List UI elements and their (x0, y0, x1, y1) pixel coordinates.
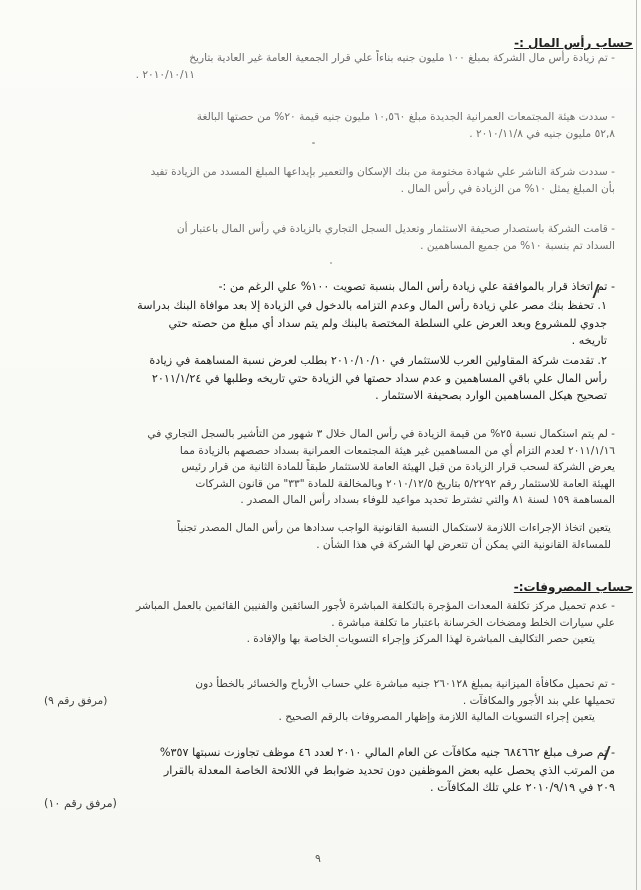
text-line: - عدم تحميل مركز تكلفة المعدات المؤجرة بالتكلفة المباشرة لأجور السائقين والفنيين القائمين بالعمل المباشر (136, 600, 615, 612)
text-line: تحميلها علي بند الأجور والمكافآت . (462, 694, 615, 707)
attachment-reference-10: (مرفق رقم ١٠) (44, 797, 117, 810)
text-line: الهيئة العامة للاستثمار رقم ٥/٢٢٩٢ بتاريخ ٢٠١٠/١٢/٥ وبالمخالفة للمادة "٣٣" من قانون الشركات (195, 477, 615, 490)
scan-speck (336, 645, 338, 647)
attachment-reference-9: (مرفق رقم ٩) (44, 695, 108, 707)
text-line: - تم اتخاذ قرار بالموافقة علي زيادة رأس المال بنسبة تصويت ١٠٠% علي الرغم من :- (218, 280, 615, 293)
text-line: - تم تحميل مكافأة الميزانية بمبلغ ٢٦٠١٢٨ جنيه مباشرة علي حساب الأرباح والخسائر بالخطأ دون (195, 678, 615, 690)
text-line: - قامت الشركة باستصدار صحيفة الاستثمار وتعديل السجل التجاري بالزيادة في رأس المال باعتبار أن (176, 223, 615, 235)
text-line: ٢٠١١/١/١٦ لعدم التزام أي من المساهمين غير هيئة المجتمعات العمرانية بسداد حصصهم بالزيادة مما (179, 444, 615, 457)
capital-paragraph-6 (45, 426, 615, 509)
text-line: - تم زيادة رأس مال الشركة بمبلغ ١٠٠ مليون جنيه بناءاً علي قرار الجمعية العامة غير العادية بتاريخ (189, 52, 615, 64)
text-line: علي سيارات الخلط ومضخات الخرسانة باعتبار ما تكلفة مباشرة . (331, 616, 615, 629)
capital-paragraph-3 (45, 164, 615, 197)
capital-paragraph-5-intro (45, 278, 615, 296)
text-line: تاريخه . (571, 334, 607, 347)
capital-paragraph-4 (45, 221, 615, 254)
expenses-paragraph-1 (45, 598, 615, 648)
expenses-paragraph-3 (45, 744, 615, 797)
text-line: تصحيح هيكل المساهمين الوارد بصحيفة الاستثمار . (375, 389, 607, 402)
text-line: جدوي للمشروع وبعد العرض علي السلطة المختصة بالبنك ولم يتم سداد أي مبلغ من حصته حتي (168, 316, 607, 330)
expenses-paragraph-2 (45, 676, 615, 726)
text-line: - تم صرف مبلغ ٦٨٤٦٦٢ جنيه مكافآت عن العام المالي ٢٠١٠ لعدد ٤٦ موظف تجاوزت نسبتها ٣٥٧% (159, 746, 615, 759)
text-line: ٢٠١٠/١٠/١١ . (135, 68, 195, 81)
text-line: رأس المال علي باقي المساهمين و عدم سداد حصتها في الزيادة حتي تاريخه وطلبها في ٢٠١١/١/٢٤ (151, 371, 607, 385)
text-line: المساهمة ١٥٩ لسنة ٨١ والتي تشترط تحديد مواعيد للوفاء بسداد رأس المال المصدر . (240, 494, 615, 506)
text-line: - لم يتم استكمال نسبة ٢٥% من قيمة الزيادة في رأس المال خلال ٣ شهور من التأشير بالسجل التجاري في (147, 428, 615, 440)
text-line: ٢. تقدمت شركة المقاولين العرب للاستثمار في ٢٠١٠/١٠/١٠ بطلب لعرض نسبة المساهمة في زيادة (149, 354, 607, 367)
scan-speck (312, 142, 315, 144)
text-line: - سددت هيئة المجتمعات العمرانية الجديدة مبلغ ١٠,٥٦٠ مليون جنيه قيمة ٢٠% من حصتها البالغة (196, 111, 615, 123)
capital-paragraph-2 (45, 109, 615, 142)
text-line: يتعين حصر التكاليف المباشرة لهذا المركز وإجراء التسويات الخاصة بها والإفادة . (246, 633, 595, 645)
text-line: ١. تحفظ بنك مصر علي زيادة رأس المال وعدم التزامه بالدخول في الزيادة إلا بعد موافاة البنك بدراسة (137, 299, 607, 312)
text-line: ٥٢,٨ مليون جنيه في ٢٠١٠/١١/٨ . (469, 127, 615, 140)
text-line: - سددت شركة الناشر علي شهادة مختومة من بنك الإسكان والتعمير بإيداعها المبلغ المسدد من الزيادة تفيد (150, 166, 615, 178)
page-edge-line (636, 0, 637, 890)
text-line: للمساءلة القانونية التي يمكن أن تتعرض لها الشركة في هذا الشأن . (316, 538, 611, 551)
capital-paragraph-1 (45, 50, 615, 83)
text-line: يعرض الشركة لسحب قرار الزيادة من قبل الهيئة العامة للاستثمار طبقاً للمادة الثانية من قرار رئيس (181, 461, 615, 473)
capital-item-1 (47, 297, 607, 350)
text-line: بأن المبلغ يمثل ١٠% من الزيادة في رأس المال . (400, 182, 615, 195)
text-line: يتعين إجراء التسويات المالية اللازمة وإظهار المصروفات بالرقم الصحيح . (278, 711, 595, 723)
text-line: من المرتب الذي يحصل عليه بعض الموظفين دون تحديد ضوابط في اللائحة الخاصة المعدلة بالقرار (163, 763, 615, 777)
scan-speck (330, 262, 332, 264)
capital-paragraph-7 (41, 520, 611, 553)
capital-item-2 (47, 352, 607, 405)
page-number: ٩ (315, 852, 321, 865)
expenses-section-heading: حساب المصروفات:- (513, 580, 633, 594)
text-line: يتعين اتخاذ الإجراءات اللازمة لاستكمال النسبة القانونية الواجب سدادها من رأس المال المصدر تجنباً (177, 522, 611, 534)
text-line: السداد تم بنسبة ١٠% من جميع المساهمين . (420, 239, 615, 252)
capital-section-heading: حساب رأس المال :- (514, 36, 633, 50)
text-line: ٢٠٩ في ٢٠١٠/٩/١٩ علي تلك المكافآت . (429, 781, 615, 794)
